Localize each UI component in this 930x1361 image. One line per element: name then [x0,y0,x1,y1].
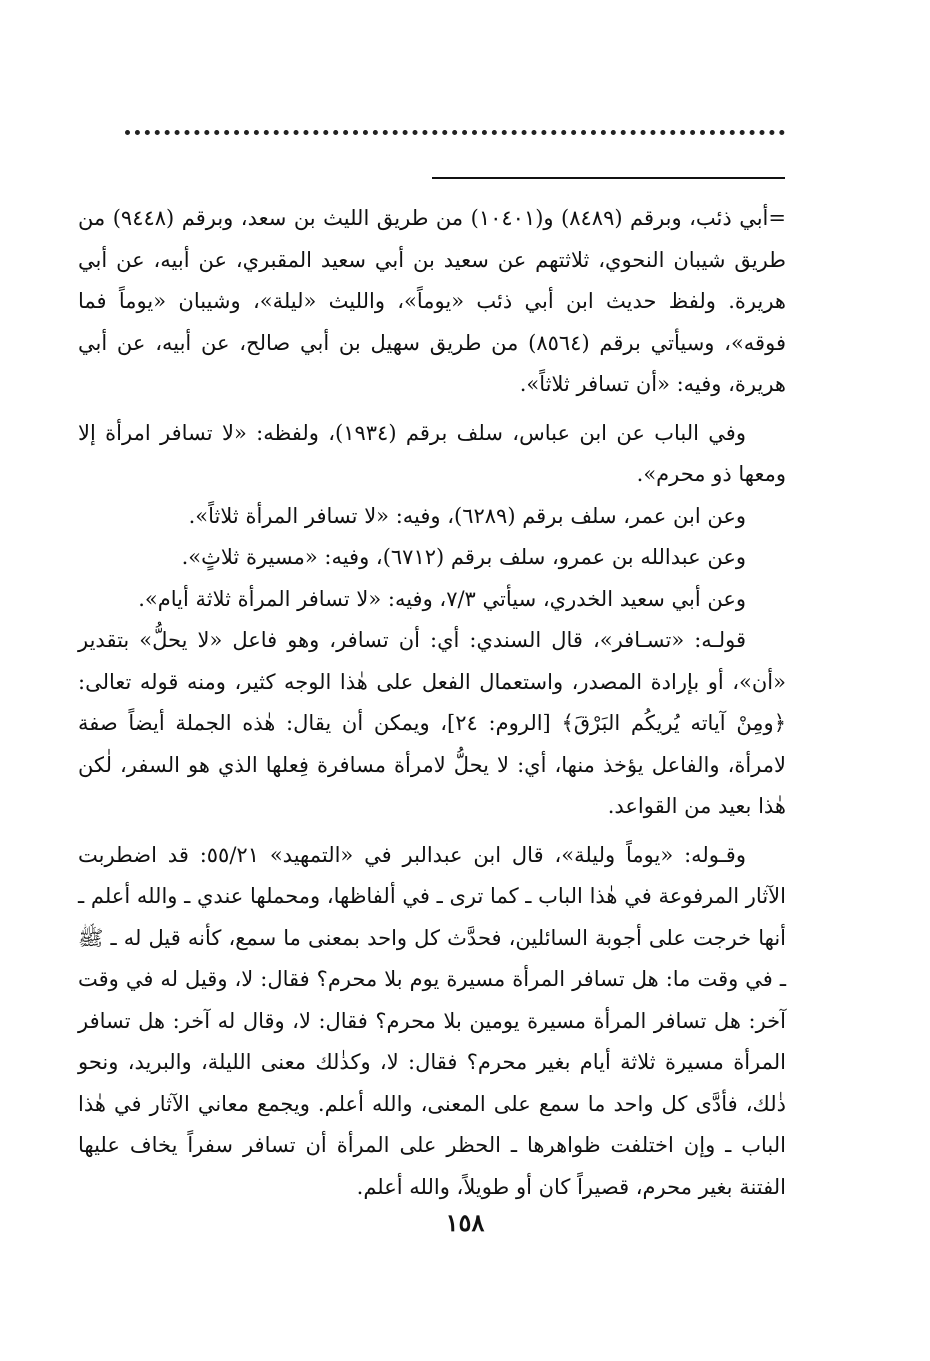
page-number: ١٥٨ [445,1208,485,1237]
footnote-paragraph: وعن عبدالله بن عمرو، سلف برقم (٦٧١٢)، وفيه: «مسيرة ثلاثٍ». [181,545,746,569]
footnote-paragraph: وفي الباب عن ابن عباس، سلف برقم (١٩٣٤)، ولفظه: «لا تسافر امرأة إلا ومعها ذو محرم». [78,420,786,486]
footnote-paragraph: =أبي ذئب، وبرقم (٨٤٨٩) و(١٠٤٠١) من طريق الليث بن سعد، وبرقم (٩٤٤٨) من طريق شيبان النحوي، ثلاثتهم عن سعيد بن أبي سعيد المقبري، عن أبيه، عن أبي هريرة. ولفظ حديث ابن أبي ذئب «يوماً»، والليث «ليلة»، وشيبان «يوماً فما فوقه»، وسيأتي برقم (٨٥٦٤) من طريق سهيل بن أبي صالح، عن أبيه، عن أبي هريرة، وفيه: «أن تسافر ثلاثاً». [78,206,786,396]
footnote-rule [432,177,785,179]
footnote-paragraph: وعن أبي سعيد الخدري، سيأتي ٧/٣، وفيه: «لا تسافر المرأة ثلاثة أيام». [138,586,746,611]
footnote-paragraph: وعن ابن عمر، سلف برقم (٦٢٨٩)، وفيه: «لا تسافر المرأة ثلاثاً». [188,503,746,528]
dotted-separator [125,130,785,135]
footnote-text [78,198,786,1208]
footnote-paragraph: وقـوله: «يوماً وليلة»، قال ابن عبدالبر في «التمهيد» ٥٥/٢١: قد اضطربت الآثار المرفوعة في هٰذا الباب ـ كما ترى ـ في ألفاظها، ومحملها عندي ـ والله أعلم ـ أنها خرجت على أجوبة السائلين، فحدَّث كل واحد بمعنى ما سمع، كأنه قيل له ـ ﷺ ـ في وقت ما: هل تسافر المرأة مسيرة يوم بلا محرم؟ فقال: لا، وقيل له في وقت آخر: هل تسافر المرأة مسيرة يومين بلا محرم؟ فقال: لا، وقال له آخر: هل تسافر المرأة مسيرة ثلاثة أيام بغير محرم؟ فقال: لا، وكذٰلك معنى الليلة، والبريد، ونحو ذٰلك، فأدَّى كل واحد ما سمع على المعنى، والله أعلم. ويجمع معاني الآثار في هٰذا الباب ـ وإن اختلفت ظواهرها ـ الحظر على المرأة أن تسافر سفراً يخاف عليها الفتنة بغير محرم، قصيراً كان أو طويلاً، والله أعلم. [78,842,786,1199]
footnote-paragraph: قولـه: «تسـافر»، قال السندي: أي: أن تسافر، وهو فاعل «لا يحلُّ» بتقدير «أن»، أو بإرادة المصدر، واستعمال الفعل على هٰذا الوجه كثير، ومنه قوله تعالى: ﴿ومِنْ آياته يُريكُم البَرْقَ﴾ [الروم: ٢٤]، ويمكن أن يقال: هٰذه الجملة أيضاً صفة لامرأة، والفاعل يؤخذ منها، أي: لا يحلُّ لامرأة مسافرة فِعلها الذي هو السفر، لٰكن هٰذا بعيد من القواعد. [78,628,787,818]
